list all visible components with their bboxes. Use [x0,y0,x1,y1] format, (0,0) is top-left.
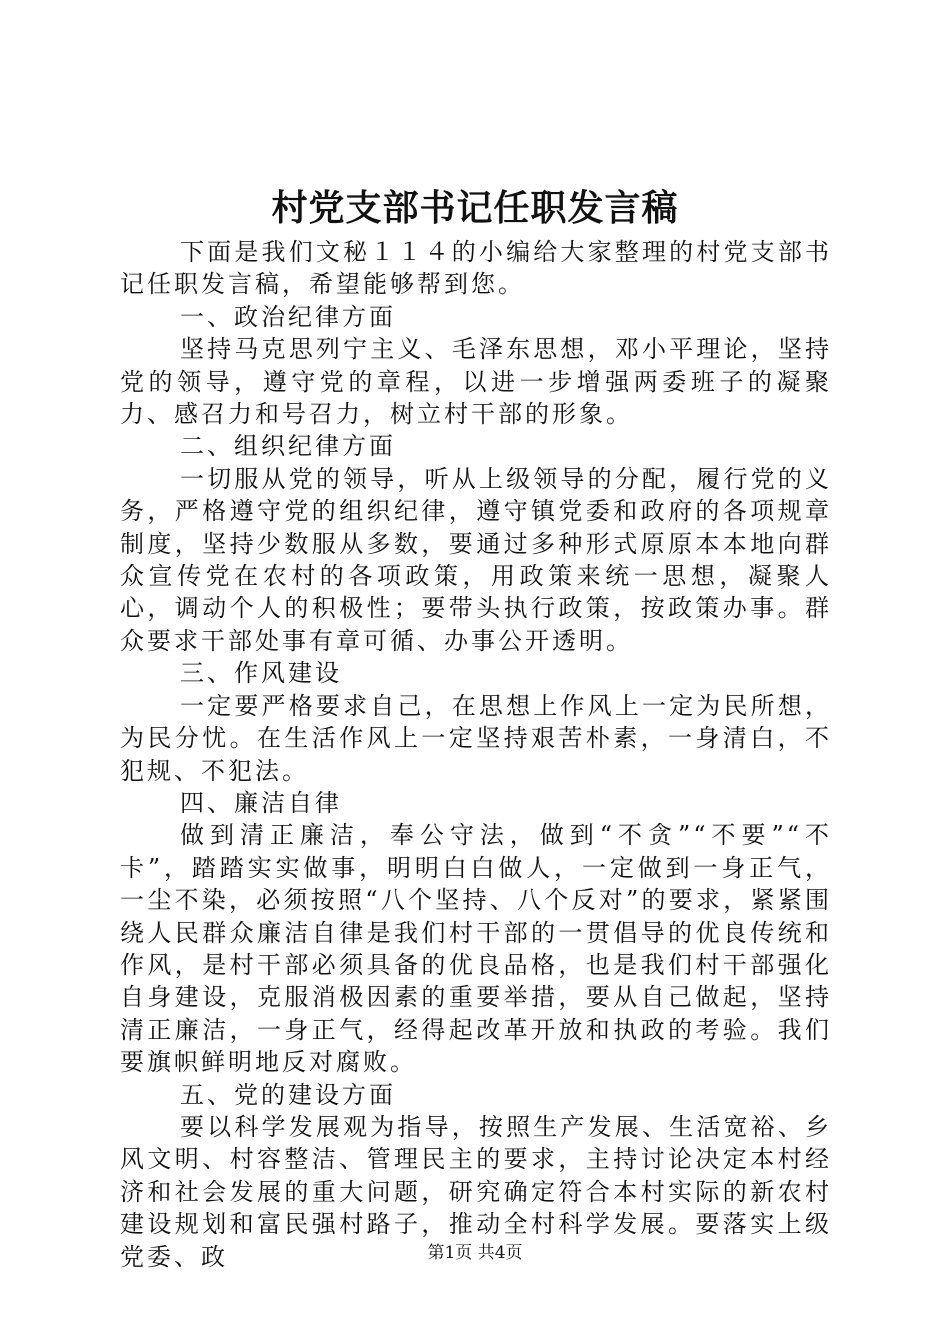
document-body [120,236,832,1273]
section-heading-party-building: 五、党的建设方面 [180,1080,396,1109]
page-number-footer: 第1页 共4页 [427,1243,523,1263]
document-title: 村党支部书记任职发言稿 [271,187,679,229]
intro-paragraph: 下面是我们文秘１１４的小编给大家整理的村党支部书记任职发言稿，希望能够帮到您。 [120,238,832,299]
section-heading-political-discipline: 一、政治纪律方面 [180,302,396,331]
paragraph-political-discipline: 坚持马克思列宁主义、毛泽东思想，邓小平理论，坚持党的领导，遵守党的章程，以进一步增强两委班子的凝聚力、感召力和号召力，树立村干部的形象。 [120,335,832,429]
section-heading-work-style: 三、作风建设 [180,659,342,688]
paragraph-work-style: 一定要严格要求自己，在思想上作风上一定为民所想，为民分忧。在生活作风上一定坚持艰苦朴素，一身清白，不犯规、不犯法。 [120,691,832,785]
paragraph-integrity: 做到清正廉洁，奉公守法，做到“不贪”“不要”“不卡”，踏踏实实做事，明明白白做人，一定做到一身正气，一尘不染，必须按照“八个坚持、八个反对”的要求，紧紧围绕人民群众廉洁自律是我们村干部的一贯倡导的优良传统和作风，是村干部必须具备的优良品格，也是我们村干部强化自身建设，克服消极因素的重要举措，要从自己做起，坚持清正廉洁，一身正气，经得起改革开放和执政的考验。我们要旗帜鲜明地反对腐败。 [120,821,832,1077]
paragraph-party-building: 要以科学发展观为指导，按照生产发展、生活宽裕、乡风文明、村容整洁、管理民主的要求，主持讨论决定本村经济和社会发展的重大问题，研究确定符合本村实际的新农村建设规划和富民强村路子，推动全村科学发展。要落实上级党委、政 [120,1112,832,1271]
section-heading-integrity: 四、廉洁自律 [180,788,342,817]
section-heading-organizational-discipline: 二、组织纪律方面 [180,432,396,461]
paragraph-organizational-discipline: 一切服从党的领导，听从上级领导的分配，履行党的义务，严格遵守党的组织纪律，遵守镇党委和政府的各项规章制度，坚持少数服从多数，要通过多种形式原原本本地向群众宣传党在农村的各项政策，用政策来统一思想，凝聚人心，调动个人的积极性；要带头执行政策，按政策办事。群众要求干部处事有章可循、办事公开透明。 [120,464,832,655]
